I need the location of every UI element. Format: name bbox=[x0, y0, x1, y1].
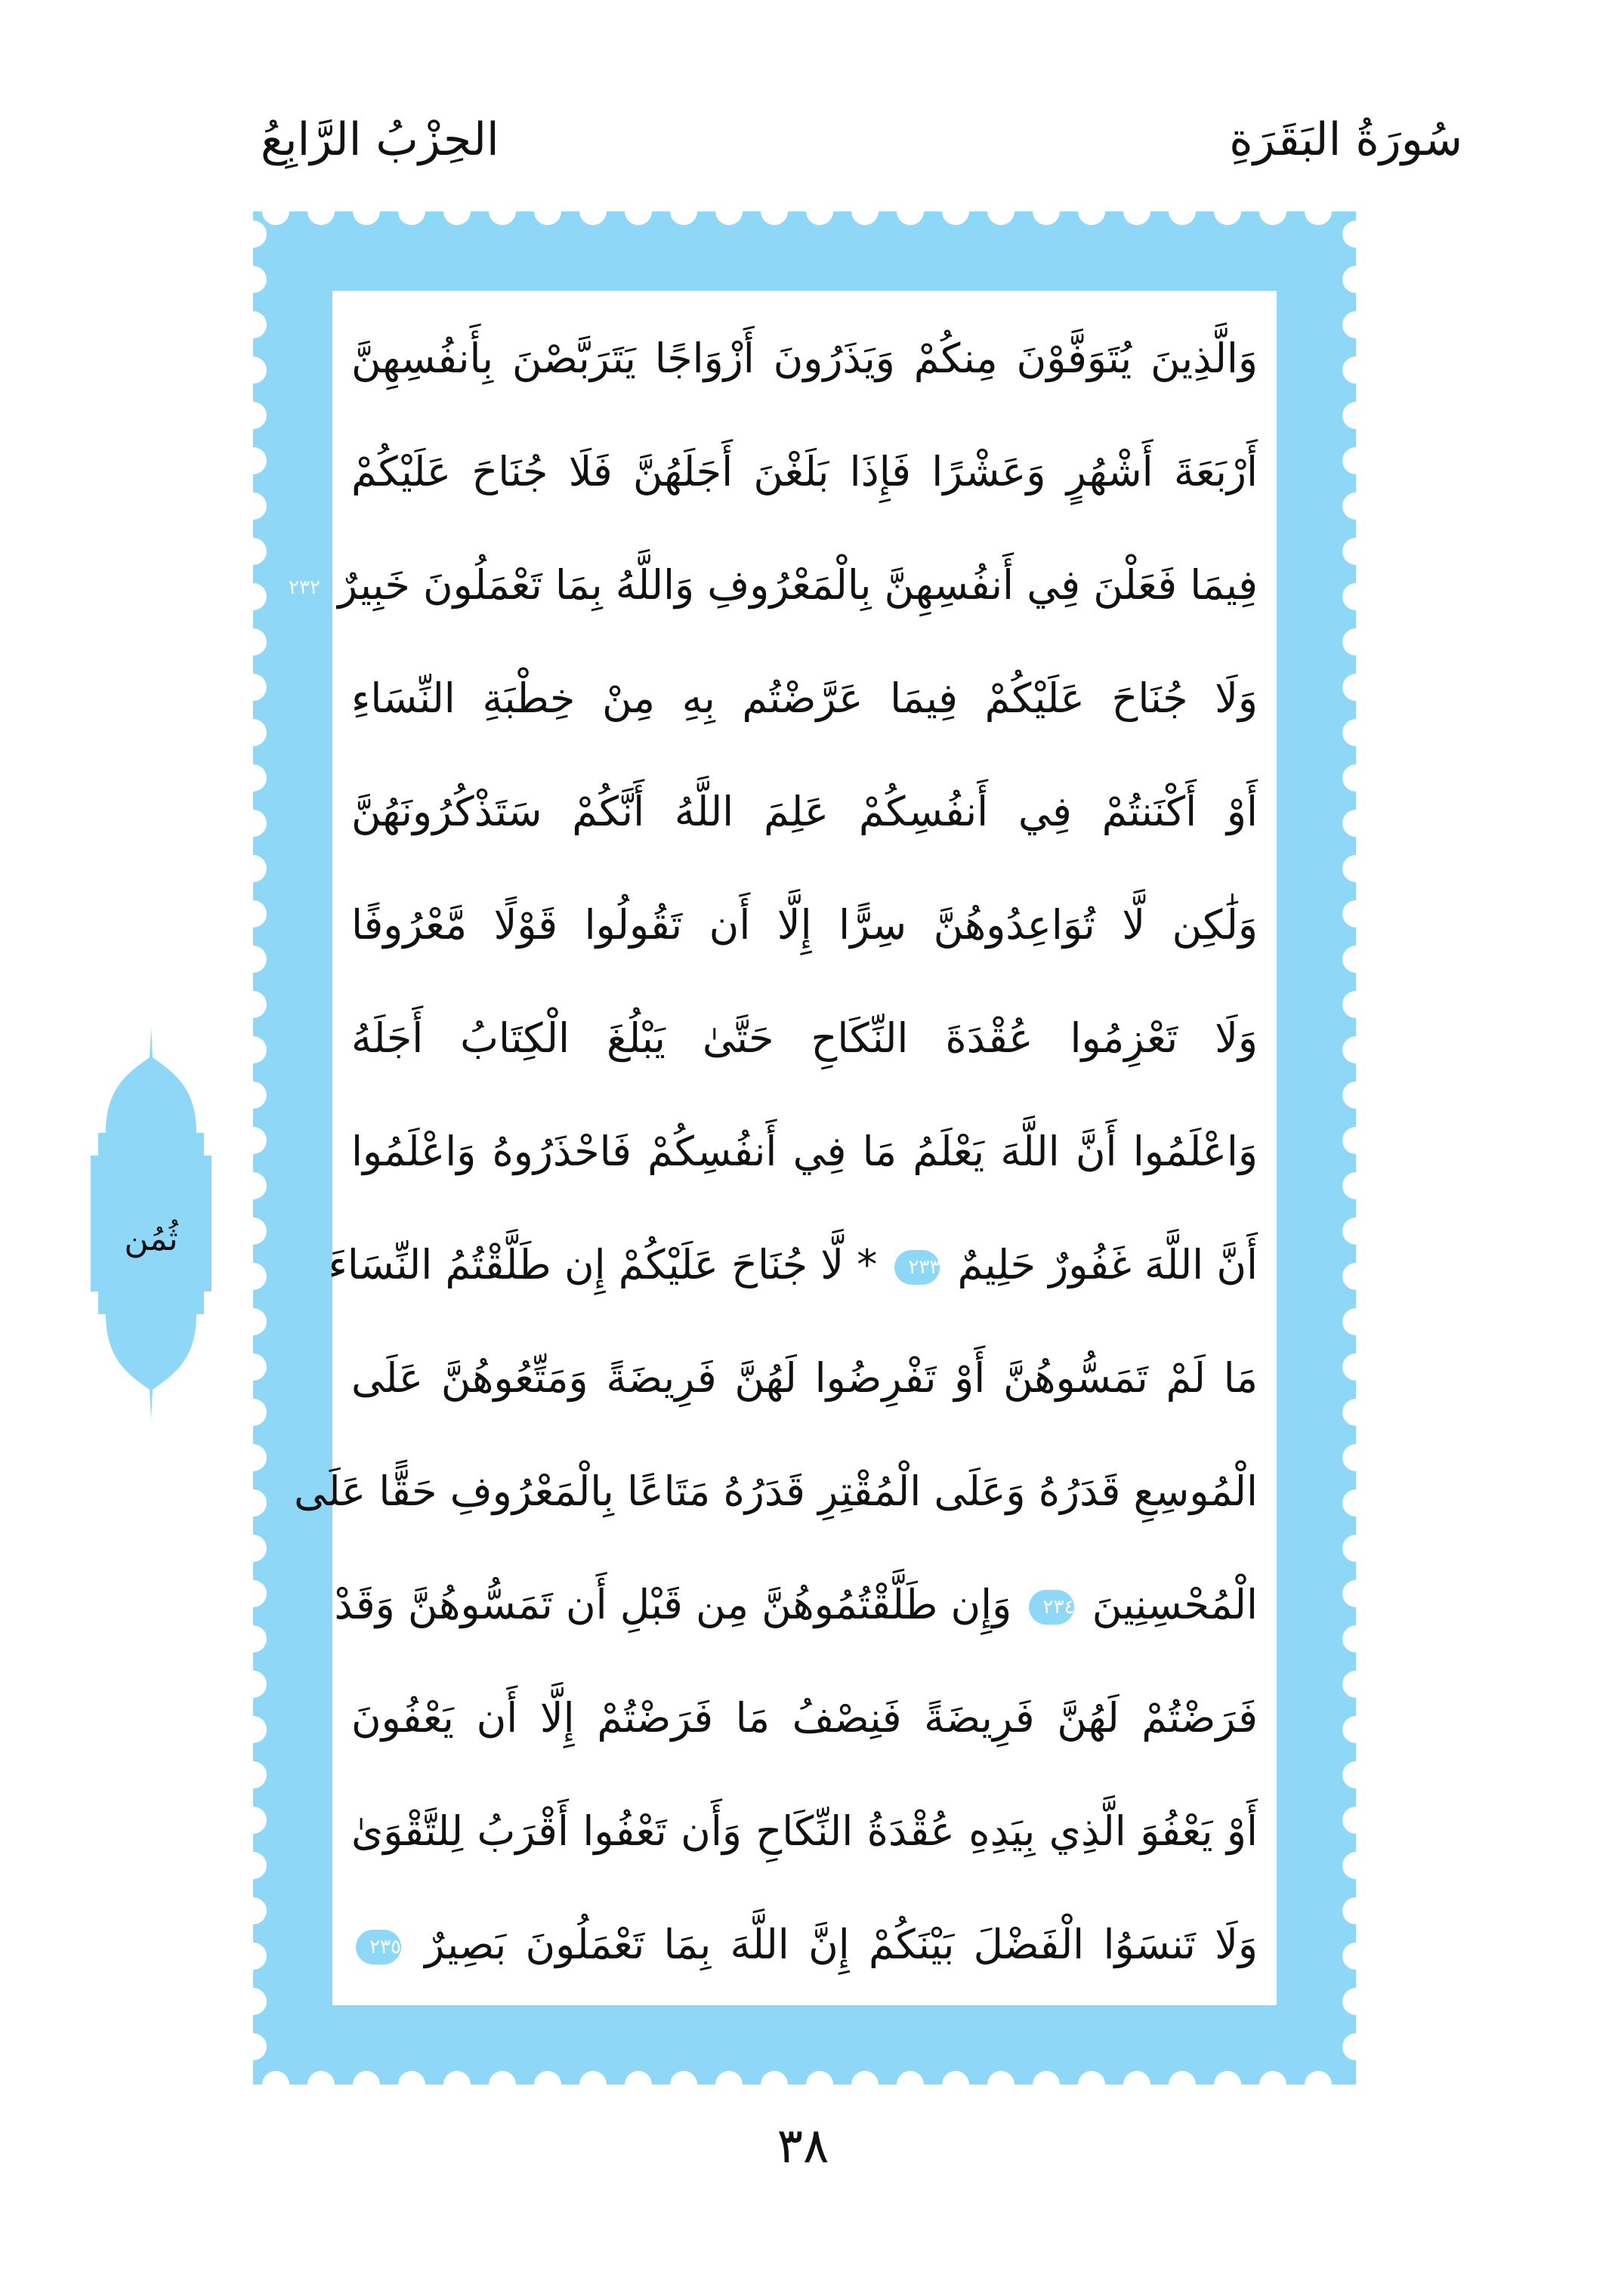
scallop bbox=[239, 2033, 267, 2060]
scallop bbox=[239, 1988, 267, 2015]
scallop bbox=[942, 2071, 969, 2098]
verse-line: الْمُوسِعِ قَدَرُهُ وَعَلَى الْمُقْتِرِ قَدَرُهُ مَتَاعًا بِالْمَعْرُوفِ حَقًّا عَلَى bbox=[294, 1467, 1258, 1515]
scallop bbox=[443, 198, 471, 225]
scallop bbox=[262, 2071, 289, 2098]
scallop bbox=[1259, 2071, 1286, 2098]
scallop bbox=[1305, 2071, 1332, 2098]
scallop bbox=[1214, 198, 1241, 225]
scallop bbox=[1214, 2071, 1241, 2098]
scallop bbox=[1342, 1082, 1370, 1109]
ayah-number-marker: ٢٣٤ bbox=[1029, 1590, 1074, 1625]
scallop bbox=[1342, 1852, 1370, 1879]
scallop bbox=[239, 1399, 267, 1426]
thumun-label: ثُمُن bbox=[124, 1220, 178, 1258]
scallop bbox=[1342, 628, 1370, 656]
scallop bbox=[851, 2071, 879, 2098]
verse-lines bbox=[289, 313, 1258, 1990]
surah-title: سُورَةُ البَقَرَةِ bbox=[1229, 113, 1462, 166]
verse-line: أَوْ يَعْفُوَ الَّذِي بِيَدِهِ عُقْدَةُ النِّكَاحِ وَأَن تَعْفُوا أَقْرَبُ لِلتَّقْوَىٰ bbox=[351, 1807, 1258, 1855]
scallop bbox=[398, 198, 425, 225]
verse-line: وَالَّذِينَ يُتَوَفَّوْنَ مِنكُمْ وَيَذَرُونَ أَزْوَاجًا يَتَرَبَّصْنَ بِأَنفُسِهِنَّ bbox=[351, 335, 1258, 382]
scallop bbox=[239, 311, 267, 338]
verse-line: أَرْبَعَةَ أَشْهُرٍ وَعَشْرًا فَإِذَا بَلَغْنَ أَجَلَهُنَّ فَلَا جُنَاحَ عَلَيْكُمْ bbox=[351, 448, 1258, 495]
scallop bbox=[239, 1308, 267, 1335]
scallop bbox=[239, 1897, 267, 1924]
scallop bbox=[1169, 2071, 1196, 2098]
scallop bbox=[239, 221, 267, 248]
scallop bbox=[1078, 198, 1105, 225]
scallop bbox=[239, 1625, 267, 1653]
scallop bbox=[1259, 198, 1286, 225]
scallop bbox=[239, 810, 267, 837]
scallop bbox=[1342, 900, 1370, 927]
verse-line bbox=[334, 1560, 1258, 1650]
scallop bbox=[987, 2071, 1015, 2098]
scallop bbox=[761, 2071, 788, 2098]
scallop bbox=[1342, 492, 1370, 520]
scallop bbox=[1342, 221, 1370, 248]
scallop bbox=[239, 1671, 267, 1698]
scallop bbox=[1342, 1761, 1370, 1788]
scallop bbox=[239, 1807, 267, 1834]
scallop bbox=[761, 198, 788, 225]
scallop bbox=[262, 198, 289, 225]
scallop bbox=[1342, 1535, 1370, 1562]
scallop bbox=[1342, 1444, 1370, 1471]
scallop bbox=[1342, 946, 1370, 973]
verse-line bbox=[351, 1899, 1258, 1990]
scallop bbox=[1078, 2071, 1105, 2098]
scallop bbox=[239, 1263, 267, 1290]
verse-text: أَنَّ اللَّهَ غَفُورٌ حَلِيمٌ bbox=[944, 1241, 1258, 1288]
scallop bbox=[239, 719, 267, 746]
verse-line: أَوْ أَكْنَنتُمْ فِي أَنفُسِكُمْ عَلِمَ اللَّهُ أَنَّكُمْ سَتَذْكُرُونَهُنَّ bbox=[351, 788, 1258, 835]
scallop bbox=[239, 855, 267, 882]
scallop bbox=[1305, 198, 1332, 225]
scallop bbox=[239, 628, 267, 656]
scallop bbox=[534, 2071, 561, 2098]
scallop bbox=[239, 1217, 267, 1245]
scallop bbox=[1342, 1580, 1370, 1607]
scallop bbox=[239, 1535, 267, 1562]
scallop bbox=[942, 198, 969, 225]
scallop bbox=[1342, 674, 1370, 701]
scallop bbox=[1342, 1943, 1370, 1970]
scallop bbox=[625, 198, 652, 225]
verse-text: وَلَا تَنسَوُا الْفَضْلَ بَيْنَكُمْ إِنَّ اللَّهَ بِمَا تَعْمَلُونَ بَصِيرٌ bbox=[406, 1921, 1258, 1968]
scallop bbox=[239, 402, 267, 429]
scallop bbox=[239, 991, 267, 1018]
verse-line: مَا لَمْ تَمَسُّوهُنَّ أَوْ تَفْرِضُوا لَهُنَّ فَرِيضَةً وَمَتِّعُوهُنَّ عَلَى bbox=[351, 1354, 1258, 1402]
scallop bbox=[579, 2071, 607, 2098]
scallop bbox=[307, 2071, 335, 2098]
scallop bbox=[353, 2071, 380, 2098]
page-number: ٣٨ bbox=[777, 2119, 829, 2174]
scallop bbox=[239, 538, 267, 565]
scallop bbox=[987, 198, 1015, 225]
scallop bbox=[239, 1716, 267, 1743]
scallop bbox=[806, 198, 833, 225]
scallop bbox=[1123, 2071, 1150, 2098]
scallop bbox=[239, 1943, 267, 1970]
verse-line: فَرَضْتُمْ لَهُنَّ فَرِيضَةً فَنِصْفُ مَا فَرَضْتُمْ إِلَّا أَن يَعْفُونَ bbox=[351, 1694, 1258, 1742]
scallop bbox=[1342, 538, 1370, 565]
ayah-number-marker: ٢٣٢ bbox=[275, 570, 320, 605]
verse-line bbox=[328, 1220, 1258, 1310]
scallop bbox=[1342, 266, 1370, 293]
scallop bbox=[1169, 198, 1196, 225]
scallop bbox=[239, 1082, 267, 1109]
scallop bbox=[1342, 356, 1370, 384]
scallop bbox=[239, 1444, 267, 1471]
scallop bbox=[625, 2071, 652, 2098]
scallop bbox=[239, 900, 267, 927]
scallop bbox=[239, 1489, 267, 1517]
scallop bbox=[897, 198, 924, 225]
scallop bbox=[239, 946, 267, 973]
scallop bbox=[1342, 583, 1370, 610]
scallop bbox=[1342, 1353, 1370, 1381]
scallop bbox=[239, 1761, 267, 1788]
scallop bbox=[239, 1172, 267, 1199]
scallop bbox=[579, 198, 607, 225]
scallop bbox=[239, 1580, 267, 1607]
scallop bbox=[851, 198, 879, 225]
scallop bbox=[239, 583, 267, 610]
scallop bbox=[489, 198, 516, 225]
scallop bbox=[1342, 1263, 1370, 1290]
verse-text: الْمُحْسِنِينَ bbox=[1079, 1581, 1258, 1628]
verse-line bbox=[289, 540, 1258, 631]
verse-line: وَاعْلَمُوا أَنَّ اللَّهَ يَعْلَمُ مَا فِي أَنفُسِكُمْ فَاحْذَرُوهُ وَاعْلَمُوا bbox=[351, 1128, 1258, 1175]
text-panel bbox=[289, 291, 1277, 2005]
scallop bbox=[1342, 1897, 1370, 1924]
scallop bbox=[239, 1036, 267, 1063]
verse-text: فِيمَا فَعَلْنَ فِي أَنفُسِهِنَّ بِالْمَعْرُوفِ وَاللَّهُ بِمَا تَعْمَلُونَ خَبِيرٌ bbox=[324, 561, 1258, 609]
hizb-title: الحِزْبُ الرَّابِعُ bbox=[261, 113, 499, 166]
scallop bbox=[239, 492, 267, 520]
scallop bbox=[1342, 1716, 1370, 1743]
scallop bbox=[897, 2071, 924, 2098]
scallop bbox=[1342, 1625, 1370, 1653]
scallop bbox=[534, 198, 561, 225]
verse-line: وَلَا جُنَاحَ عَلَيْكُمْ فِيمَا عَرَّضْتُم بِهِ مِنْ خِطْبَةِ النِّسَاءِ bbox=[351, 674, 1258, 722]
verse-line: وَلَا تَعْزِمُوا عُقْدَةَ النِّكَاحِ حَتَّىٰ يَبْلُغَ الْكِتَابُ أَجَلَهُ bbox=[351, 1014, 1258, 1062]
scallop bbox=[239, 1353, 267, 1381]
scallop bbox=[1342, 764, 1370, 792]
scallop bbox=[1342, 991, 1370, 1018]
scallop bbox=[307, 198, 335, 225]
scallop bbox=[1342, 1127, 1370, 1154]
verse-text: وَإِن طَلَّقْتُمُوهُنَّ مِن قَبْلِ أَن تَمَسُّوهُنَّ وَقَدْ bbox=[334, 1581, 1025, 1628]
scallop bbox=[239, 356, 267, 384]
scallop bbox=[670, 198, 697, 225]
scallop bbox=[239, 674, 267, 701]
scallop bbox=[239, 764, 267, 792]
scallop bbox=[1342, 810, 1370, 837]
ayah-number-marker: ٢٣٣ bbox=[894, 1250, 940, 1285]
scallop bbox=[398, 2071, 425, 2098]
scallop bbox=[715, 198, 743, 225]
scallop bbox=[1342, 1036, 1370, 1063]
scallop bbox=[239, 447, 267, 474]
scallop bbox=[1342, 1489, 1370, 1517]
scallop bbox=[715, 2071, 743, 2098]
scallop bbox=[489, 2071, 516, 2098]
scallop bbox=[1033, 2071, 1060, 2098]
scallop bbox=[239, 1127, 267, 1154]
verse-line: وَلَٰكِن لَّا تُوَاعِدُوهُنَّ سِرًّا إِلَّا أَن تَقُولُوا قَوْلًا مَّعْرُوفًا bbox=[351, 901, 1258, 949]
scallop bbox=[239, 1852, 267, 1879]
ayah-number-marker: ٢٣٥ bbox=[356, 1930, 401, 1964]
scallop bbox=[1342, 2033, 1370, 2060]
scallop bbox=[443, 2071, 471, 2098]
scallop bbox=[1342, 447, 1370, 474]
scallop bbox=[1342, 402, 1370, 429]
scallop bbox=[239, 266, 267, 293]
scallop bbox=[1342, 1399, 1370, 1426]
scallop bbox=[1342, 1308, 1370, 1335]
scallop bbox=[1342, 855, 1370, 882]
scallop bbox=[1342, 1807, 1370, 1834]
scallop bbox=[1342, 1217, 1370, 1245]
scallop bbox=[806, 2071, 833, 2098]
scallop bbox=[1033, 198, 1060, 225]
scallop bbox=[1342, 1671, 1370, 1698]
scallop bbox=[670, 2071, 697, 2098]
scallop bbox=[1342, 1172, 1370, 1199]
verse-text: * لَّا جُنَاحَ عَلَيْكُمْ إِن طَلَّقْتُمُ النِّسَاءَ bbox=[328, 1241, 891, 1288]
scallop bbox=[353, 198, 380, 225]
scallop bbox=[1123, 198, 1150, 225]
scallop bbox=[1342, 311, 1370, 338]
scallop bbox=[1342, 1988, 1370, 2015]
scallop bbox=[1342, 719, 1370, 746]
